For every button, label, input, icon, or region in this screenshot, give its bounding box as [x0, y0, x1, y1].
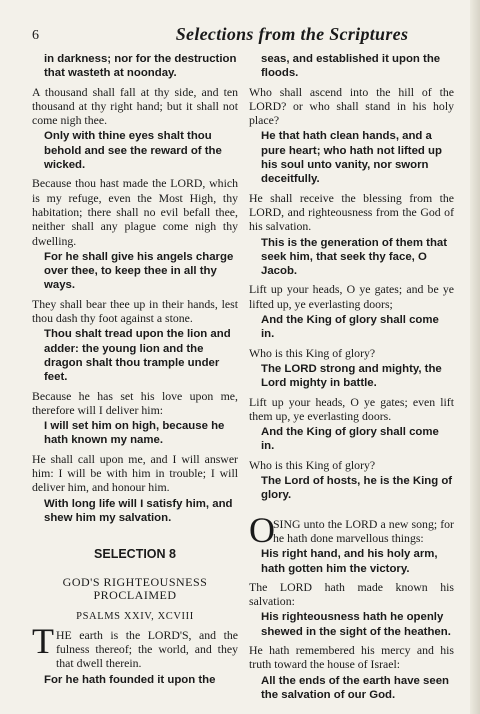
verse-bold: With long life will I satisfy him, and shew him my salvation. [44, 497, 233, 524]
verse-regular: SING unto the LORD a new song; for he hath done marvellous things: [273, 516, 454, 545]
verse-bold: Thou shalt tread upon the lion and adder: the young lion and the dragon shalt thou trample under feet. [44, 328, 231, 384]
running-title: Selections from the Scriptures [175, 24, 409, 44]
verse-regular: Lift up your heads, O ye gates; even lift them up, ye everlasting doors. [249, 394, 454, 423]
verse-regular: A thousand shall fall at thy side, and ten thousand at thy right hand; but it shall not come nigh thee. [32, 84, 238, 128]
verse-regular: He shall receive the blessing from the LORD, and righteousness from the God of his salvation. [249, 190, 454, 234]
verse-bold: All the ends of the earth have seen the salvation of our God. [261, 674, 449, 701]
verse-regular: They shall bear thee up in their hands, lest thou dash thy foot against a stone. [32, 296, 238, 326]
verse-regular: Lift up your heads, O ye gates; and be ye lifted up, ye everlasting doors; [249, 282, 454, 311]
scripture-reference: PSALMS XXIV, XCVIII [76, 610, 194, 622]
selection-subtitle-line-2: PROCLAIMED [93, 587, 177, 602]
verse-regular: Who shall ascend into the hill of the LORD? or who shall stand in his holy place? [249, 84, 454, 128]
verse-bold: And the King of glory shall come in. [261, 426, 439, 453]
verse-regular: He shall call upon me, and I will answer him: I will be with him in trouble; I will deliver him, and honour him. [32, 451, 238, 495]
verse-regular: Because thou hast made the LORD, which is my refuge, even the Most High, thy habitation; there shall no evil befall thee, neither shall any plague come nigh thy dwelling. [32, 176, 238, 248]
verse-bold: His righteousness hath he openly shewed in the sight of the heathen. [261, 611, 451, 638]
verse-bold: This is the generation of them that seek him, that seek thy face, O Jacob. [261, 236, 448, 278]
selection-title: SELECTION 8 [94, 547, 176, 562]
verse-bold: The LORD strong and mighty, the Lord mighty in battle. [261, 362, 442, 390]
verse-bold: Only with thine eyes shalt thou behold and see the reward of the wicked. [44, 130, 222, 172]
verse-regular: Who is this King of glory? [249, 457, 376, 472]
verse-bold: seas, and established it upon the floods. [261, 53, 441, 80]
page-number: 6 [32, 28, 39, 43]
verse-regular: HE earth is the LORD'S, and the fulness thereof; the world, and they that dwell therein. [56, 627, 238, 671]
right-column [249, 52, 454, 706]
opening-verse [249, 509, 454, 550]
verse-bold: And the King of glory shall come in. [261, 314, 439, 341]
verse-bold: in darkness; nor for the destruction that wasteth at noonday. [44, 53, 237, 80]
verse-regular: The LORD hath made known his salvation: [249, 579, 454, 609]
selection-subtitle [32, 576, 238, 602]
opening-verse [32, 620, 238, 671]
verse-bold: I will set him on high, because he hath known my name. [44, 420, 225, 447]
verse-regular: He hath remembered his mercy and his truth toward the house of Israel: [249, 642, 454, 672]
verse-bold: For he shall give his angels charge over thee, to keep thee in all thy ways. [44, 250, 234, 292]
drop-cap: O [249, 509, 275, 550]
verse-bold: The Lord of hosts, he is the King of glory. [261, 475, 453, 502]
verse-bold: For he hath founded it upon the [44, 673, 216, 686]
drop-cap: T [32, 620, 54, 661]
verse-regular: Who is this King of glory? [249, 345, 376, 360]
verse-bold: He that hath clean hands, and a pure heart; who hath not lifted up his soul unto vanity, nor sworn deceitfully. [261, 130, 442, 186]
page-edge [470, 0, 480, 714]
verse-bold: His right hand, and his holy arm, hath gotten him the victory. [261, 548, 438, 575]
verse-regular: Because he has set his love upon me, therefore will I deliver him: [32, 388, 238, 417]
left-column [32, 52, 238, 691]
selection-subtitle-line-1: GOD'S RIGHTEOUSNESS [62, 574, 208, 589]
page-header [32, 24, 452, 48]
